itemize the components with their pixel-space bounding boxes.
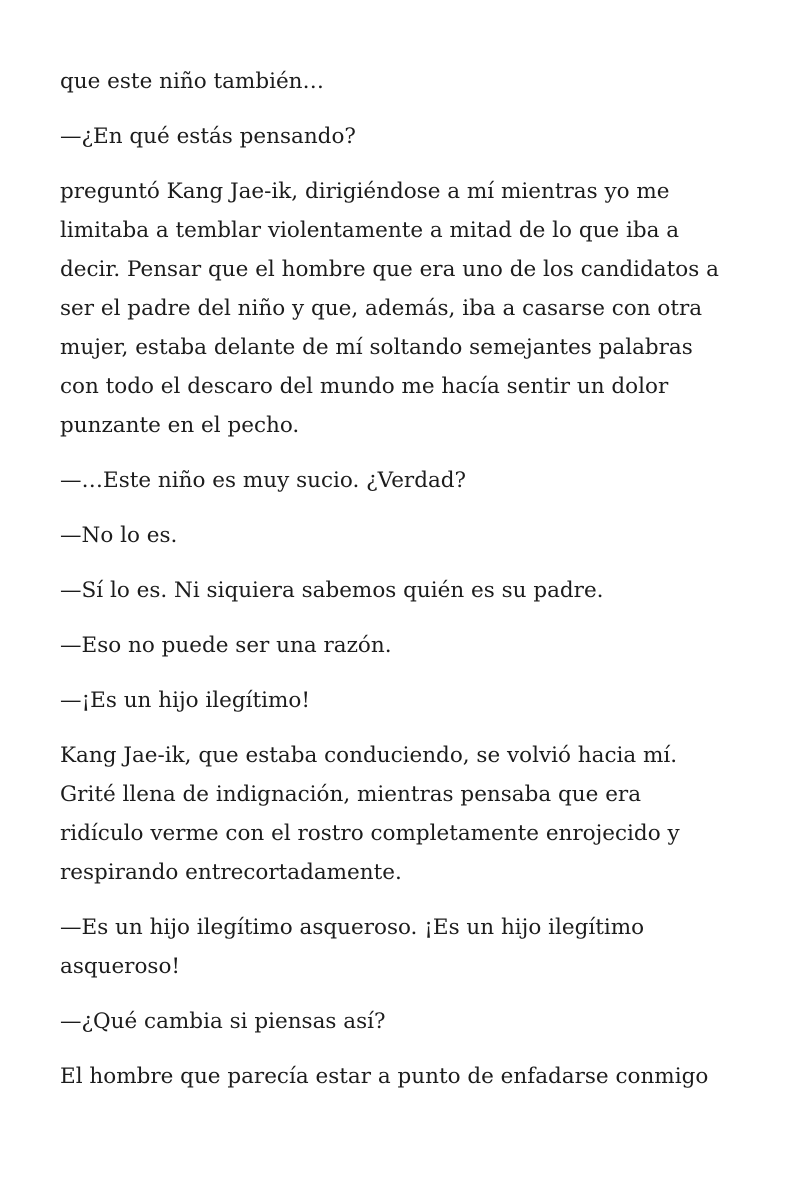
document-page [60,62,750,1112]
paragraph: —Sí lo es. Ni siquiera sabemos quién es su padre. [60,578,604,603]
paragraph: preguntó Kang Jae-ik, dirigiéndose a mí mientras yo me limitaba a temblar violentamente a mitad de lo que iba a decir. Pensar que el hombre que era uno de los candidatos a ser el padre del niño y que, además, iba a casarse con otra mujer, estaba delante de mí soltando semejantes palabras con todo el descaro del mundo me hacía sentir un dolor punzante en el pecho. [60,179,719,438]
paragraph: El hombre que parecía estar a punto de enfadarse conmigo [60,1064,709,1089]
paragraph: —¿Qué cambia si piensas así? [60,1009,386,1034]
paragraph: —¿En qué estás pensando? [60,124,356,149]
paragraph: que este niño también… [60,69,325,94]
paragraph: —…Este niño es muy sucio. ¿Verdad? [60,468,467,493]
paragraph: —No lo es. [60,523,178,548]
paragraph: Kang Jae-ik, que estaba conduciendo, se volvió hacia mí. Grité llena de indignación, mientras pensaba que era ridículo verme con el rostro completamente enrojecido y respirando entrecortadamente. [60,743,680,885]
paragraph: —Eso no puede ser una razón. [60,633,392,658]
paragraph: —Es un hijo ilegítimo asqueroso. ¡Es un hijo ilegítimo asqueroso! [60,915,645,979]
paragraph: —¡Es un hijo ilegítimo! [60,688,311,713]
